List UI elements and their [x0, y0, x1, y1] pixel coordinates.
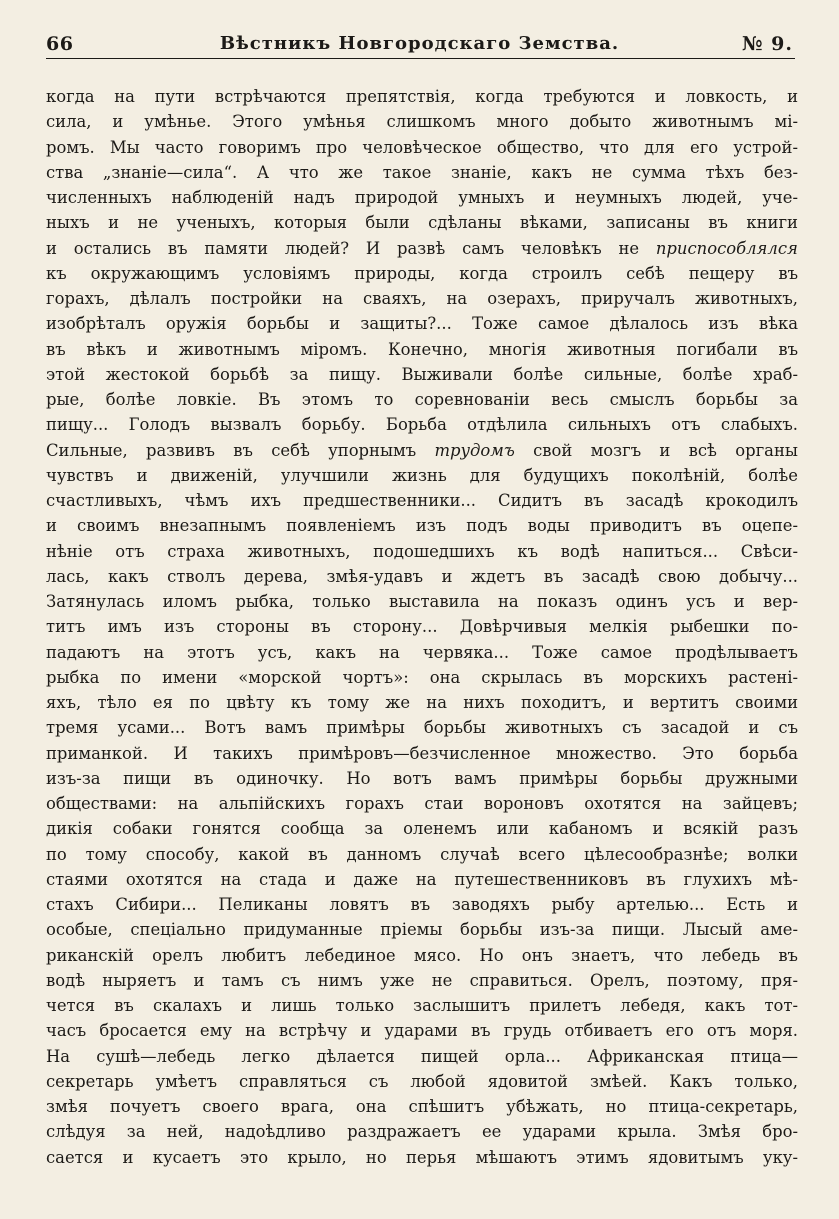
text-line: дикія собаки гонятся сообща за оленемъ или кабаномъ и всякій разъ: [46, 819, 798, 839]
text-word: и: [659, 440, 671, 460]
text-line: падаютъ на этотъ усъ, какъ на червяка... Тоже самое продѣлываетъ: [46, 642, 798, 662]
text-word: и: [46, 238, 57, 258]
text-word: развивъ: [145, 440, 215, 460]
text-line: На сушѣ—лебедь легко дѣлается пищей орла... Африканская птица—: [46, 1046, 798, 1066]
text-line: обществами: на альпійскихъ горахъ стаи вороновъ охотятся на зайцевъ;: [46, 794, 798, 813]
text-line: [46, 236, 798, 261]
text-word: не: [618, 238, 640, 258]
text-line: когда на пути встрѣчаются препятствія, когда требуются и ловкость, и: [46, 87, 798, 106]
text-word: памяти: [204, 238, 269, 258]
text-line: рые, болѣе ловкіе. Въ этомъ то соревнованіи весь смыслъ борьбы за: [46, 390, 798, 409]
page-header: [46, 30, 793, 58]
text-line: ныхъ и не ученыхъ, которыя были сдѣланы вѣками, записаны въ книги: [46, 213, 798, 233]
text-line: изобрѣталъ оружія борьбы и защиты?... Тоже самое дѣлалось изъ вѣка: [46, 314, 798, 334]
running-title: Вѣстникъ Новгородскаго Земства.: [219, 33, 620, 54]
text-word: остались: [73, 238, 152, 258]
italic-word: приспособлялся: [655, 238, 798, 258]
text-line: ромъ. Мы часто говоримъ про человѣческое общество, что для его устрой-: [46, 137, 798, 157]
issue-number: № 9.: [741, 33, 793, 55]
text-line: этой жестокой борьбѣ за пищу. Выживали болѣе сильные, болѣе храб-: [46, 364, 798, 384]
text-line: счастливыхъ, чѣмъ ихъ предшественники... Сидитъ въ засадѣ крокодилъ: [46, 491, 798, 510]
text-line: приманкой. И такихъ примѣровъ—безчисленное множество. Это борьба: [46, 743, 798, 763]
text-line: сила, и умѣнье. Этого умѣнья слишкомъ много добыто животнымъ мі-: [46, 112, 798, 132]
text-line: чувствъ и движеній, улучшили жизнь для будущихъ поколѣній, болѣе: [46, 465, 798, 485]
header-rule: [46, 58, 795, 59]
text-line: стаями охотятся на стада и даже на путешественниковъ въ глухихъ мѣ-: [46, 869, 798, 889]
text-line: горахъ, дѣлалъ постройки на сваяхъ, на озерахъ, приручалъ животныхъ,: [46, 289, 798, 308]
text-word: въ: [233, 440, 253, 460]
text-line: ства „знаніе—сила“. А что же такое знаніе, какъ не сумма тѣхъ без-: [46, 162, 798, 182]
text-line: змѣя почуетъ своего врага, она спѣшитъ убѣжать, но птица-секретарь,: [46, 1097, 798, 1116]
text-line: [46, 438, 798, 463]
text-line: пищу... Голодъ вызвалъ борьбу. Борьба отдѣлила сильныхъ отъ слабыхъ.: [46, 415, 798, 435]
text-line: и своимъ внезапнымъ появленіемъ изъ подъ воды приводитъ въ оцепе-: [46, 516, 798, 536]
text-line: численныхъ наблюденій надъ природой умныхъ и неумныхъ людей, уче-: [46, 188, 798, 207]
text-word: людей?: [284, 238, 350, 258]
text-line: тремя усами... Вотъ вамъ примѣры борьбы животныхъ съ засадой и съ: [46, 718, 798, 738]
text-line: рыбка по имени «морской чортъ»: она скрылась въ морскихъ растені-: [46, 667, 798, 687]
text-word: упорнымъ: [328, 440, 417, 460]
text-line: сается и кусаетъ это крыло, но перья мѣшаютъ этимъ ядовитымъ уку-: [46, 1147, 798, 1167]
text-word: самъ: [462, 238, 505, 258]
text-word: мозгъ: [590, 440, 642, 460]
text-line: въ вѣкъ и животнымъ міромъ. Конечно, многія животныя погибали въ: [46, 339, 798, 359]
text-line: лась, какъ стволъ дерева, змѣя-удавъ и ждетъ въ засадѣ свою добычу...: [46, 566, 798, 586]
text-line: по тому способу, какой въ данномъ случаѣ всего цѣлесообразнѣе; волки: [46, 844, 798, 864]
italic-word: трудомъ: [434, 440, 515, 460]
text-word: органы: [735, 440, 798, 460]
text-line: нѣніе отъ страха животныхъ, подошедшихъ къ водѣ напиться... Свѣси-: [46, 541, 798, 561]
text-word: свой: [533, 440, 573, 460]
text-word: въ: [167, 238, 188, 258]
text-line: стахъ Сибири... Пеликаны ловятъ въ заводяхъ рыбу артелью... Есть и: [46, 895, 798, 914]
text-line: Затянулась иломъ рыбка, только выставила на показъ одинъ усъ и вер-: [46, 592, 798, 611]
page-number: 66: [46, 33, 74, 55]
text-line: къ окружающимъ условіямъ природы, когда строилъ себѣ пещеру въ: [46, 263, 798, 283]
text-line: особые, спеціально придуманные пріемы борьбы изъ-за пищи. Лысый аме-: [46, 920, 798, 940]
text-line: риканскій орелъ любитъ лебединое мясо. Но онъ знаетъ, что лебедь въ: [46, 945, 798, 965]
text-line: водѣ ныряетъ и тамъ съ нимъ уже не справиться. Орелъ, поэтому, пря-: [46, 970, 798, 990]
text-line: яхъ, тѣло ея по цвѣту къ тому же на нихъ походитъ, и вертитъ своими: [46, 693, 798, 712]
text-line: часъ бросается ему на встрѣчу и ударами въ грудь отбиваетъ его отъ моря.: [46, 1021, 798, 1041]
text-word: себѣ: [271, 440, 310, 460]
text-line: чется въ скалахъ и лишь только заслышитъ прилетъ лебедя, какъ тот-: [46, 996, 798, 1015]
text-word: Сильные,: [46, 440, 128, 460]
text-word: человѣкъ: [521, 238, 602, 258]
text-line: слѣдуя за ней, надоѣдливо раздражаетъ ее ударами крыла. Змѣя бро-: [46, 1122, 798, 1142]
text-word: всѣ: [688, 440, 717, 460]
body-text: [46, 84, 798, 1170]
text-line: изъ-за пищи въ одиночку. Но вотъ вамъ примѣры борьбы дружными: [46, 768, 798, 788]
text-line: секретарь умѣетъ справляться съ любой ядовитой змѣей. Какъ только,: [46, 1071, 798, 1091]
text-line: титъ имъ изъ стороны въ сторону... Довѣрчивыя мелкія рыбешки по-: [46, 617, 798, 637]
text-word: И: [365, 238, 381, 258]
text-word: развѣ: [396, 238, 446, 258]
